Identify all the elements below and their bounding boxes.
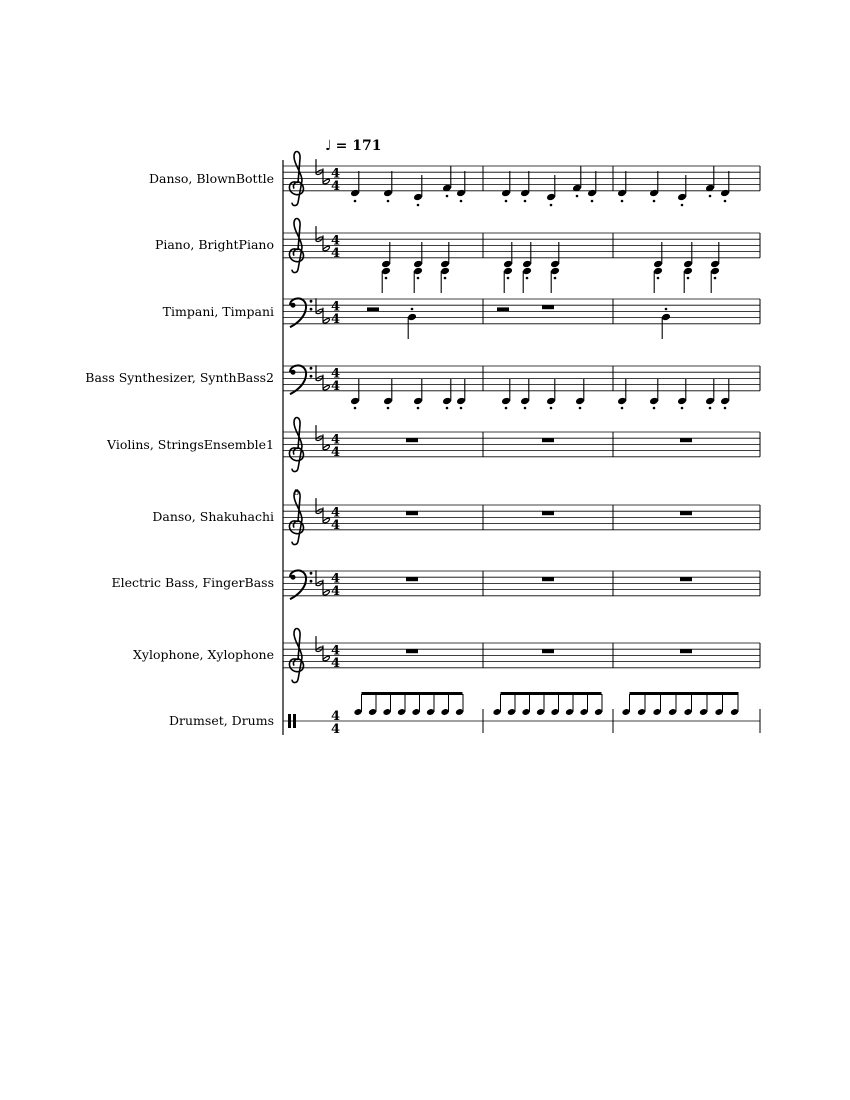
flat-icon	[323, 308, 330, 323]
whole-rest	[542, 649, 554, 653]
staff-label-violins: Violins, StringsEnsemble1	[107, 437, 274, 452]
tempo-equals: =	[335, 138, 348, 154]
staff-label-danso-blownbottle: Danso, BlownBottle	[148, 171, 274, 186]
flat-icon	[323, 507, 330, 522]
time-signature-bottom: 4	[331, 655, 341, 671]
staff-label-piano: Piano, BrightPiano	[154, 237, 274, 252]
time-signature-top: 4	[331, 166, 341, 182]
staccato-dot	[681, 204, 684, 207]
staccato-dot	[446, 195, 449, 198]
staff-label-drumset: Drumset, Drums	[169, 713, 274, 728]
whole-rest	[542, 305, 554, 309]
staccato-dot	[417, 407, 420, 410]
staccato-dot	[591, 200, 594, 203]
staff-label-bass-synth: Bass Synthesizer, SynthBass2	[85, 370, 274, 385]
staccato-dot	[417, 277, 420, 280]
staccato-dot	[665, 308, 668, 311]
bass-clef-icon	[290, 570, 312, 599]
staccato-dot	[687, 277, 690, 280]
staccato-dot	[524, 200, 527, 203]
flat-icon	[323, 168, 330, 183]
time-signature-top: 4	[331, 571, 341, 587]
staccato-dot	[621, 200, 624, 203]
time-signature-top: 4	[331, 233, 341, 249]
time-signature-bottom: 4	[331, 378, 341, 394]
whole-rest	[542, 438, 554, 442]
whole-rest	[680, 577, 692, 581]
time-signature-bottom: 4	[331, 517, 341, 533]
whole-rest	[680, 649, 692, 653]
staccato-dot	[524, 407, 527, 410]
flat-icon	[323, 580, 330, 595]
staccato-dot	[444, 277, 447, 280]
staccato-dot	[505, 407, 508, 410]
time-signature-top: 4	[331, 643, 341, 659]
note-beam	[501, 692, 602, 695]
staff-label-timpani: Timpani, Timpani	[162, 304, 274, 319]
time-signature-bottom: 4	[331, 444, 341, 460]
staccato-dot	[354, 407, 357, 410]
staccato-dot	[526, 277, 529, 280]
whole-rest	[406, 511, 418, 515]
staccato-dot	[550, 407, 553, 410]
percussion-clef-icon	[293, 714, 296, 728]
staccato-dot	[653, 200, 656, 203]
time-signature-bottom: 4	[331, 178, 341, 194]
staccato-dot	[724, 200, 727, 203]
bass-clef-icon	[290, 298, 312, 327]
staccato-dot	[714, 277, 717, 280]
whole-rest	[680, 438, 692, 442]
staccato-dot	[709, 195, 712, 198]
staccato-dot	[411, 308, 414, 311]
flat-icon	[323, 235, 330, 250]
flat-icon	[323, 375, 330, 390]
half-rest	[497, 307, 509, 311]
staccato-dot	[387, 200, 390, 203]
staccato-dot	[385, 277, 388, 280]
staccato-dot	[657, 277, 660, 280]
staff-label-danso-shakuhachi: Danso, Shakuhachi	[152, 509, 274, 524]
percussion-clef-icon	[288, 714, 291, 728]
staccato-dot	[681, 407, 684, 410]
flat-icon	[323, 645, 330, 660]
staccato-dot	[576, 195, 579, 198]
time-signature-bottom: 4	[331, 311, 341, 327]
flat-icon	[323, 434, 330, 449]
staff-label-electric-bass: Electric Bass, FingerBass	[111, 575, 274, 590]
staccato-dot	[417, 204, 420, 207]
staccato-dot	[387, 407, 390, 410]
whole-rest	[542, 577, 554, 581]
time-signature-top: 4	[331, 505, 341, 521]
staccato-dot	[724, 407, 727, 410]
octave-mark: 8	[294, 488, 300, 497]
staccato-dot	[709, 407, 712, 410]
staccato-dot	[505, 200, 508, 203]
whole-rest	[406, 438, 418, 442]
bass-clef-icon	[290, 365, 312, 394]
whole-rest	[406, 649, 418, 653]
whole-rest	[406, 577, 418, 581]
note-beam	[362, 692, 463, 695]
half-rest	[367, 307, 379, 311]
tempo-value: 171	[352, 138, 382, 154]
whole-rest	[680, 511, 692, 515]
time-signature-top: 4	[331, 299, 341, 315]
quarter-note-icon: ♩	[325, 138, 332, 154]
staccato-dot	[554, 277, 557, 280]
note-beam	[630, 692, 739, 695]
staff-label-xylophone: Xylophone, Xylophone	[133, 647, 274, 662]
time-signature-top: 4	[331, 432, 341, 448]
staccato-dot	[621, 407, 624, 410]
time-signature-top: 4	[331, 709, 341, 724]
staccato-dot	[354, 200, 357, 203]
time-signature-top: 4	[331, 366, 341, 382]
time-signature-bottom: 4	[331, 583, 341, 599]
staccato-dot	[550, 204, 553, 207]
staccato-dot	[507, 277, 510, 280]
time-signature-bottom: 4	[331, 722, 341, 737]
whole-rest	[542, 511, 554, 515]
staccato-dot	[460, 200, 463, 203]
staccato-dot	[653, 407, 656, 410]
time-signature-bottom: 4	[331, 245, 341, 261]
staccato-dot	[460, 407, 463, 410]
staccato-dot	[579, 407, 582, 410]
staccato-dot	[446, 407, 449, 410]
